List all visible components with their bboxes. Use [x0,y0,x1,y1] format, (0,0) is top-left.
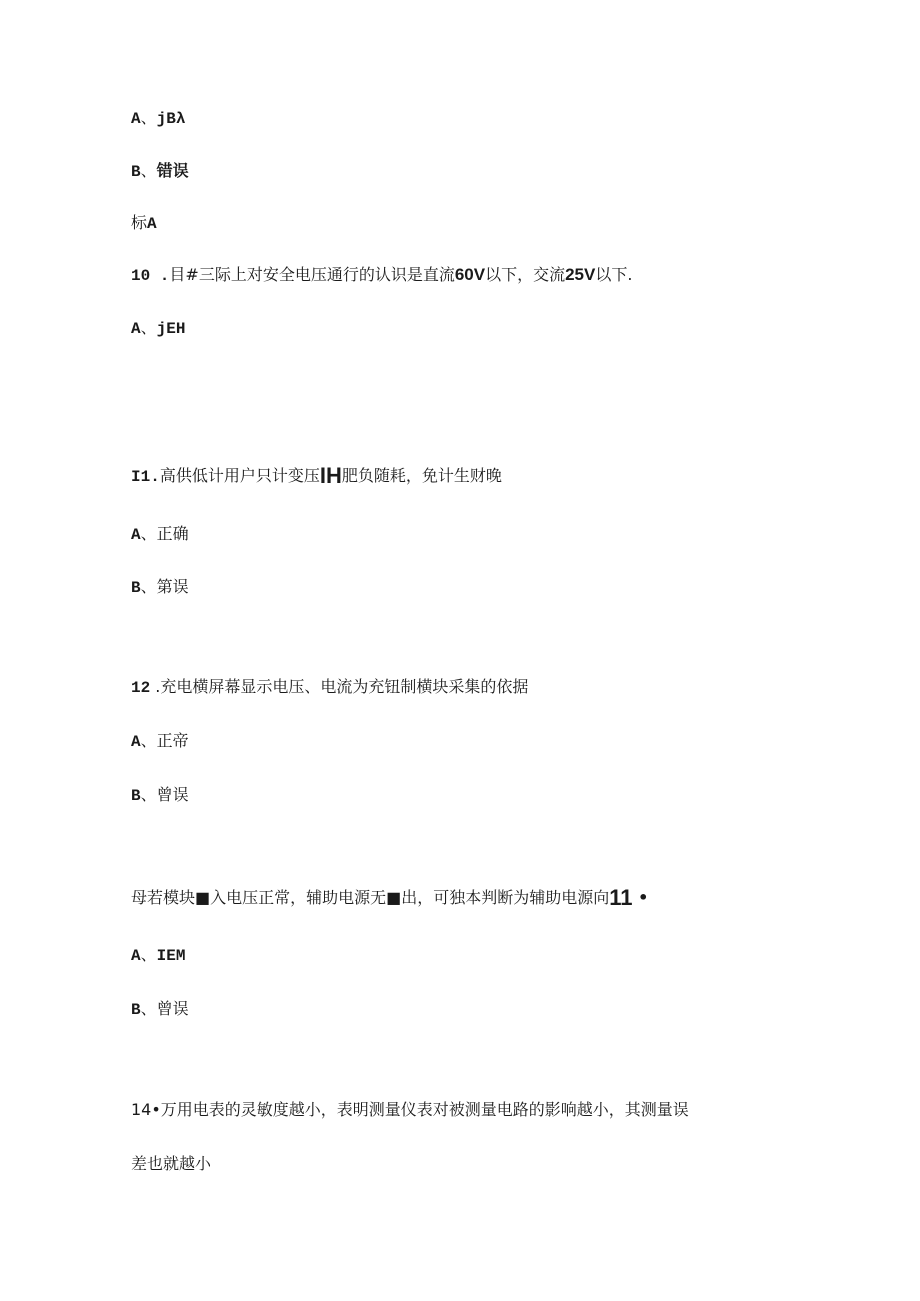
option-letter: A [131,526,141,544]
question-text: 万用电表的灵敏度越小，表明测量仪表对被测量电路的影响越小，其测量误 [160,1100,689,1119]
option-text: 错误 [156,161,189,180]
option-separator: 、 [140,785,157,804]
question-text-part2: 肥负随耗，免计生财晚 [341,466,502,485]
question-text: 母若模块■入电压正常，辅助电源无■出，可独本判断为辅助电源向 [131,888,610,907]
option-b-line [131,577,189,598]
answer-label: 标 [131,213,148,232]
question-14-continuation [131,1154,211,1174]
option-b-line [131,999,189,1020]
question-10 [131,265,632,286]
option-separator: 、 [140,731,157,750]
option-separator: 、 [140,524,157,543]
question-number: 14• [131,1100,161,1119]
option-text: IEM [156,947,186,965]
option-letter: B [131,787,141,805]
option-letter: A [131,733,141,751]
option-text: 曾误 [156,785,189,804]
option-letter: B [131,1001,141,1019]
answer-line [131,213,157,234]
question-dot: • [632,888,649,907]
question-text-part2: 以下，交流 [485,265,566,284]
option-b-line [131,785,189,806]
option-letter: A [131,320,141,338]
question-value-2: 25V [565,265,596,284]
option-separator: 、 [140,161,157,180]
question-12 [131,677,528,698]
option-separator: 、 [140,108,157,127]
option-a-line [131,945,185,966]
question-14 [131,1100,689,1120]
question-number: 10 [131,267,151,285]
answer-value: A [147,215,157,233]
option-a-line [131,318,185,339]
question-text: .充电横屏幕显示电压、电流为充钮制横块采集的依据 [150,677,529,696]
question-number: I1. [131,468,160,486]
question-13 [131,885,649,910]
option-letter: A [131,110,141,128]
question-11 [131,463,502,488]
question-number: 12 [131,679,151,697]
option-a-line [131,731,189,752]
question-text-part3: 以下. [595,265,633,284]
option-text: 第误 [156,577,189,596]
question-text-part1: 高供低计用户只计变压 [159,466,320,485]
option-letter: A [131,947,141,965]
option-text: 正确 [156,524,189,543]
option-a-line [131,108,185,129]
option-b-line [131,161,189,182]
option-letter: B [131,579,141,597]
option-text: jEH [156,320,186,338]
question-text: 差也就越小 [131,1154,212,1173]
option-text: 曾误 [156,999,189,1018]
question-value: IH [319,463,342,488]
question-number: 11 [609,885,633,910]
question-value-1: 60V [454,265,486,284]
option-separator: 、 [140,318,157,337]
option-text: jBλ [156,110,186,128]
option-text: 正帝 [156,731,189,750]
option-a-line [131,524,189,545]
question-text-part1: 目#三际上对安全电压通行的认识是直流 [169,265,455,284]
option-separator: 、 [140,577,157,596]
question-dot: . [150,267,170,285]
option-separator: 、 [140,999,157,1018]
option-separator: 、 [140,945,157,964]
option-letter: B [131,163,141,181]
